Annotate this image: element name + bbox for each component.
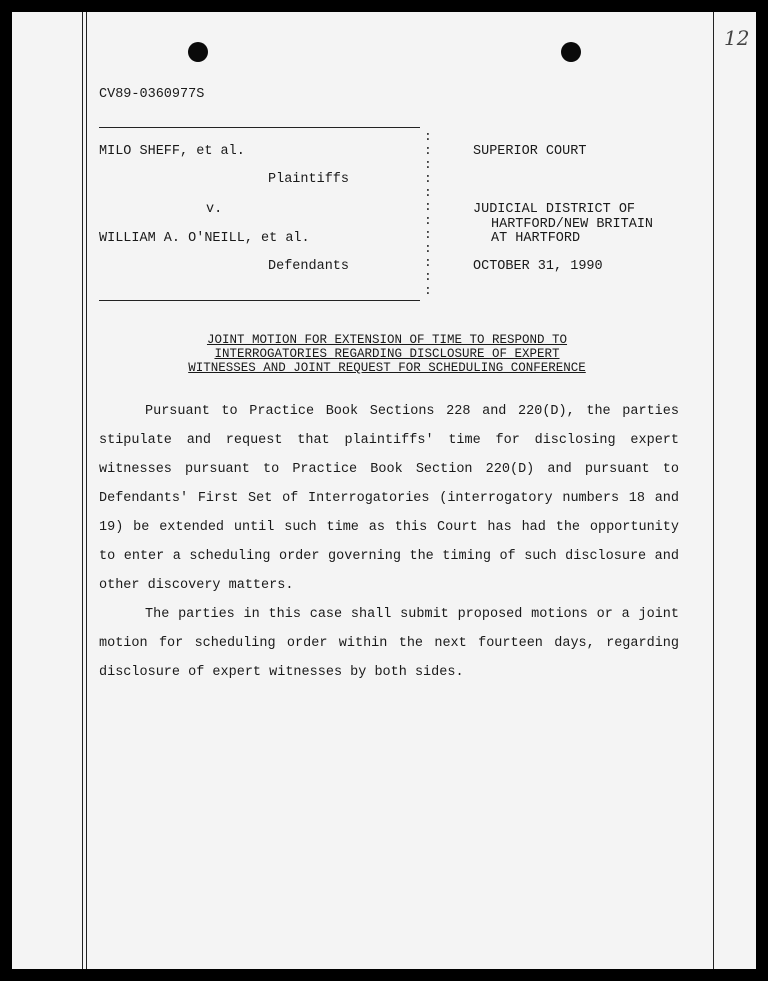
- district-line-1: JUDICIAL DISTRICT OF: [473, 202, 636, 217]
- motion-title-line-2: INTERROGATORIES REGARDING DISCLOSURE OF EXPERT: [214, 347, 560, 361]
- body-paragraph-2: The parties in this case shall submit proposed motions or a joint motion for scheduling order within the next fourteen days, regarding disclosure of expert witnesses by both sides.: [99, 607, 679, 680]
- district-line-2: HARTFORD/NEW BRITAIN: [491, 217, 654, 232]
- caption-bottom-rule: [99, 300, 420, 301]
- motion-body: [99, 397, 679, 687]
- left-margin-line: [82, 12, 83, 969]
- caption-divider: : : : : : : : : : : : :: [424, 129, 432, 298]
- district-line-3: AT HARTFORD: [491, 231, 581, 246]
- defendants-label: Defendants: [268, 259, 350, 274]
- plaintiff-name: MILO SHEFF, et al.: [99, 144, 245, 159]
- filing-date: OCTOBER 31, 1990: [473, 259, 603, 274]
- motion-title-line-1: JOINT MOTION FOR EXTENSION OF TIME TO RESPOND TO: [206, 333, 568, 347]
- plaintiffs-label: Plaintiffs: [268, 172, 350, 187]
- document-page: [12, 12, 756, 969]
- court-name: SUPERIOR COURT: [473, 144, 587, 159]
- versus-label: v.: [206, 202, 223, 217]
- left-margin-line-inner: [86, 12, 87, 969]
- defendant-name: WILLIAM A. O'NEILL, et al.: [99, 231, 310, 246]
- body-paragraph-1: Pursuant to Practice Book Sections 228 and 220(D), the parties stipulate and request that plaintiffs' time for disclosing expert witnesses pursuant to Practice Book Section 220(D) and pursuant to Defendants' First Set of Interrogatories (interrogatory numbers 18 and 19) be extended until such time as this Court has had the opportunity to enter a scheduling order governing the timing of such disclosure and other discovery matters.: [99, 404, 679, 593]
- caption-top-rule: [99, 127, 420, 128]
- motion-title-line-3: WITNESSES AND JOINT REQUEST FOR SCHEDULING CONFERENCE: [188, 361, 586, 375]
- right-margin-line: [713, 12, 714, 969]
- case-number: CV89-0360977S: [99, 87, 205, 102]
- punch-hole-left: [188, 42, 208, 62]
- page-annotation: 12: [724, 26, 750, 50]
- punch-hole-right: [561, 42, 581, 62]
